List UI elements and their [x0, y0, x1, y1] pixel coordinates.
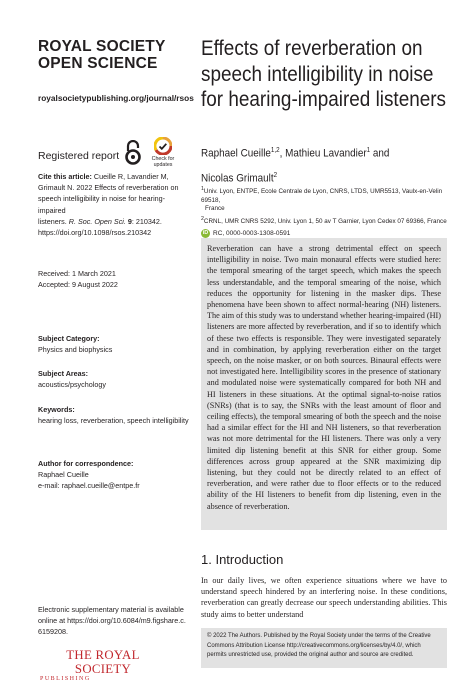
author-list: Raphael Cueille$^{1,2}$, Mathieu Lavandier$^1$ and Nicolas Grimault$^2$: [201, 147, 390, 185]
subject-areas-label: Subject Areas:: [38, 369, 89, 378]
subject-category-block: [38, 333, 112, 355]
cite-volume: 9: [125, 216, 132, 226]
author-name[interactable]: Raphael Cueille: [201, 147, 271, 160]
author-name[interactable]: Nicolas Grimault: [201, 172, 274, 185]
orcid-icon[interactable]: iD: [202, 230, 209, 237]
check-badge-line2: updates: [153, 162, 173, 168]
cite-line-3: speech intelligibility in noise for hearing-impaired: [38, 194, 166, 215]
journal-name-line1: ROYAL SOCIETY: [38, 38, 166, 55]
check-badge-line1: Check for: [151, 156, 175, 162]
correspondence-block: [38, 458, 140, 492]
correspondence-label: Author for correspondence:: [38, 459, 134, 468]
supplementary-line2[interactable]: online at https://doi.org/10.6084/m9.figshare.c.: [38, 616, 186, 626]
affil-text: CRNL, UMR CNRS 5292, Univ. Lyon 1, 50 av T Garnier, Lyon Cedex 07 69366, France: [203, 217, 447, 225]
publisher-name: THE ROYAL SOCIETY: [66, 648, 140, 676]
supplementary-block: [38, 604, 186, 638]
report-type: Registered report: [38, 150, 120, 162]
section-heading-introduction: 1. Introduction: [201, 552, 284, 567]
author-name[interactable]: Mathieu Lavandier: [285, 147, 367, 160]
received-date: Received: 1 March 2021: [38, 269, 116, 278]
title-line2: speech intelligibility in noise: [201, 61, 434, 86]
orcid-text[interactable]: RC, 0000-0003-1308-0591: [213, 230, 291, 238]
correspondence-email[interactable]: e-mail: raphael.cueille@entpe.fr: [38, 481, 140, 491]
introduction-text: In our daily lives, we often experience situations where we have to understand speech hindered by an interfering noise. In these conditions, reverberation can greatly decrease our speech understanding abilities. This study aims to better understand: [201, 576, 447, 619]
journal-url[interactable]: royalsocietypublishing.org/journal/rsos: [38, 93, 194, 103]
correspondence-name: Raphael Cueille: [38, 470, 89, 480]
affil-text: Univ. Lyon, ENTPE, Ecole Centrale de Lyon, CNRS, LTDS, UMR5513, Vaulx-en-Velin 69518,: [201, 188, 443, 204]
title-line3: for hearing-impaired listeners: [201, 87, 447, 111]
cite-line-4: listeners.: [38, 216, 69, 226]
subject-category-label: Subject Category:: [38, 334, 100, 343]
title-line1: Effects of reverberation on: [201, 36, 423, 60]
publisher-sub: PUBLISHING: [40, 676, 91, 682]
cite-journal: R. Soc. Open Sci.: [68, 216, 126, 226]
article-title: [201, 36, 447, 113]
abstract-box: [201, 238, 447, 530]
journal-name: [38, 38, 166, 72]
subject-areas-block: [38, 368, 106, 390]
cite-line-2: Grimault N. 2022 Effects of reverberation on: [38, 183, 179, 193]
affil-text-cont: France: [205, 205, 225, 213]
supplementary-line3[interactable]: 6159208.: [38, 627, 68, 637]
affil-sup: 1: [201, 186, 204, 192]
and-word: and: [372, 147, 390, 160]
cite-article-no: : 210342.: [131, 216, 162, 226]
author-sup: 1: [366, 147, 371, 154]
author-sup: 1,2: [270, 147, 280, 154]
dates-block: [38, 268, 118, 290]
publisher-logo: [38, 648, 168, 682]
cite-label: Cite this article:: [38, 172, 92, 181]
check-for-updates-badge[interactable]: [150, 137, 176, 168]
keywords-value: hearing loss, reverberation, speech intelligibility: [38, 416, 189, 426]
affil-sup: 2: [201, 215, 204, 222]
open-access-lock-icon: [124, 140, 142, 170]
abstract-text: Reverberation can have a strong detrimental effect on speech intelligibility in noise. Two main monaural effects were studied here: the temporal smearing of the target speech, which makes the speech less understandable, and the temporal smearing of the noise, which reduces the opportunity for listening in the masker dips. These phenomena have been shown to affect normal-hearing (NH) listeners. The aim of this study was to understand whether hearing-impaired (HI) listeners are more affected by reverberation, and if so to identify which of these two effects is responsible. They were investigated separately and in combination, by applying reverberation either on the target speech, on the noise masker, or on both sources. Binaural effects were not investigated here. Intelligibility scores in the presence of stationary and modulated noise were systematically compared for both NH and HI listeners in these situations. At the optimal signal-to-noise ratios (SNRs) (that is to say, the SNRs with the least amount of floor and ceiling effects), the temporal smearing of both the speech and the noise had a similar effect for the HI and NH listeners, so that reverberation was not more detrimental for the HI listeners. There was only a very limited dip listening benefit at this SNR for either group. Some differences across group appeared at the SNR maximizing dip listening, but they could not be directly related to an effect of reverberation, and were rather due to floor effects or to the reduced ability of the HI listeners to benefit from dip listening, even in the absence of reverberation.: [207, 244, 441, 511]
affiliations: [201, 185, 451, 239]
check-for-updates-icon: [154, 137, 172, 155]
copyright-text: © 2022 The Authors. Published by the Royal Society under the terms of the Creative Commons Attribution License http://creativecommons.org/licenses/by/4.0/, which permits unrestricted use, provided the original author and source are credited.: [207, 633, 431, 658]
subject-areas-value: acoustics/psychology: [38, 380, 106, 390]
keywords-block: [38, 404, 189, 426]
citation-block: [38, 171, 188, 238]
accepted-date: Accepted: 9 August 2022: [38, 280, 118, 290]
subject-category-value: Physics and biophysics: [38, 345, 113, 355]
cite-line-1: Cueille R, Lavandier M,: [93, 172, 169, 181]
cite-doi-link[interactable]: https://doi.org/10.1098/rsos.210342: [38, 228, 152, 238]
keywords-label: Keywords:: [38, 405, 75, 414]
journal-name-line2: OPEN SCIENCE: [38, 55, 158, 72]
copyright-box: [201, 628, 447, 668]
supplementary-line1: Electronic supplementary material is available: [38, 605, 184, 614]
author-sup: 2: [273, 171, 278, 179]
